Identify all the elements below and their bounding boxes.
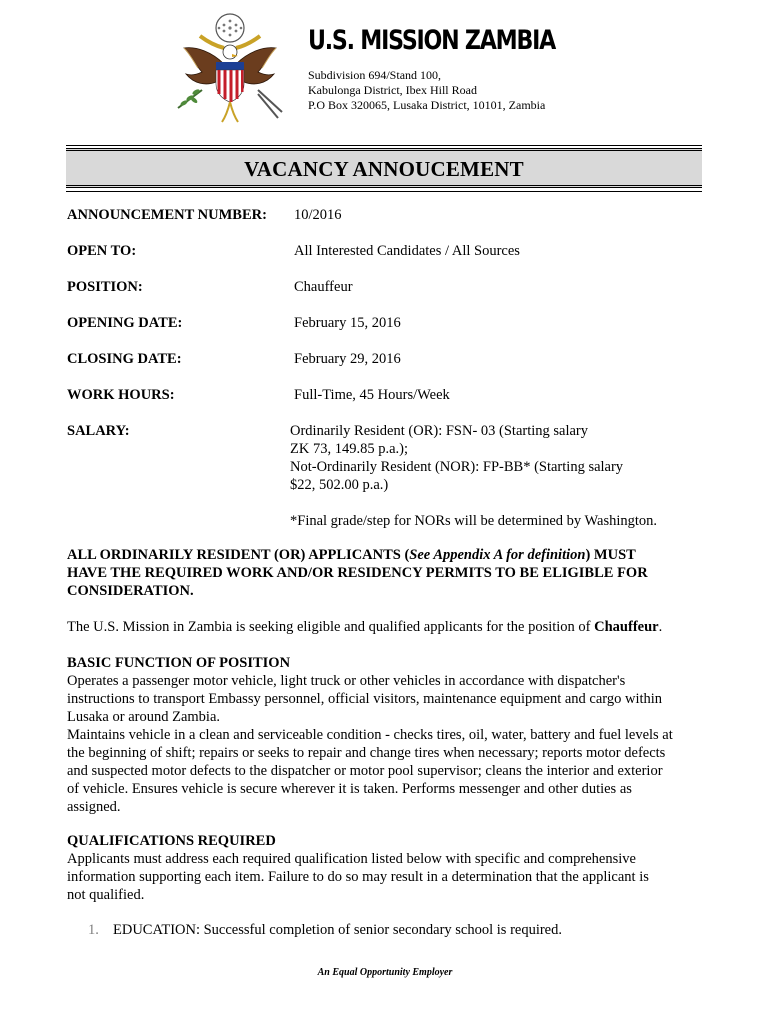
field-value-closing-date: February 29, 2016 (294, 351, 401, 367)
basic-function-line: assigned. (67, 799, 121, 815)
field-label-work-hours: WORK HOURS: (67, 387, 175, 403)
field-label-position: POSITION: (67, 279, 143, 295)
basic-function-section (67, 654, 707, 816)
field-label-closing-date: CLOSING DATE: (67, 351, 182, 367)
basic-function-heading: BASIC FUNCTION OF POSITION (67, 655, 291, 671)
field-value-work-hours: Full-Time, 45 Hours/Week (294, 387, 450, 403)
field-value-opening-date: February 15, 2016 (294, 315, 401, 331)
field-label-open-to: OPEN TO: (67, 243, 137, 259)
eligibility-line-1 (67, 546, 707, 564)
intro-position: Chauffeur (594, 619, 659, 635)
salary-line-3: Not-Ordinarily Resident (NOR): FP-BB* (Starting salary (290, 459, 624, 475)
eligibility-part-1: ALL ORDINARILY RESIDENT (OR) APPLICANTS ( (67, 547, 410, 563)
salary-note: *Final grade/step for NORs will be determined by Washington. (290, 513, 658, 529)
address-line-2: Kabulonga District, Ibex Hill Road (308, 83, 477, 97)
basic-function-line: Maintains vehicle in a clean and serviceable condition - checks tires, oil, water, battery and fuel levels at (67, 727, 673, 743)
eligibility-line-2: HAVE THE REQUIRED WORK AND/OR RESIDENCY PERMITS TO BE ELIGIBLE FOR (67, 565, 648, 581)
intro-end: . (658, 619, 663, 635)
salary-line-2: ZK 73, 149.85 p.a.); (290, 441, 408, 457)
qualifications-heading: QUALIFICATIONS REQUIRED (67, 833, 276, 849)
address-line-3: P.O Box 320065, Lusaka District, 10101, Zambia (308, 98, 546, 112)
eligibility-part-2: ) MUST (585, 547, 636, 563)
basic-function-line: and suspected motor defects to the dispatcher or motor pool supervisor; cleans the interior and exterior (67, 763, 663, 779)
basic-function-line: of vehicle. Ensures vehicle is secure wherever it is taken. Performs messenger and other duties as (67, 781, 632, 797)
mission-title: U.S. MISSION ZAMBIA (308, 25, 556, 56)
field-value-position: Chauffeur (294, 279, 353, 295)
eligibility-line-3: CONSIDERATION. (67, 583, 194, 599)
field-label-salary: SALARY: (67, 423, 130, 439)
salary-line-4: $22, 502.00 p.a.) (290, 477, 389, 493)
basic-function-line: Operates a passenger motor vehicle, light truck or other vehicles in accordance with dispatcher's (67, 673, 626, 689)
document-title: VACANCY ANNOUCEMENT (244, 157, 524, 181)
salary-line-1: Ordinarily Resident (OR): FSN- 03 (Starting salary (290, 423, 589, 439)
address-line-1: Subdivision 694/Stand 100, (308, 68, 442, 82)
us-great-seal-logo (172, 12, 288, 128)
field-label-opening-date: OPENING DATE: (67, 315, 183, 331)
qualifications-line: not qualified. (67, 887, 145, 903)
list-item-education: EDUCATION: Successful completion of senior secondary school is required. (113, 922, 562, 938)
qualifications-line: Applicants must address each required qualification listed below with specific and comprehensive (67, 851, 636, 867)
basic-function-line: the beginning of shift; repairs or seeks to repair and change tires when necessary; reports motor defects (67, 745, 666, 761)
banner-rule-top (66, 145, 702, 146)
title-banner (66, 148, 702, 188)
footer-equal-opportunity: An Equal Opportunity Employer (317, 967, 453, 978)
qualifications-section (67, 832, 707, 904)
field-value-open-to: All Interested Candidates / All Sources (294, 243, 520, 259)
list-item-number: 1. (88, 922, 99, 938)
qualifications-line: information supporting each item. Failure to do so may result in a determination that the applicant is (67, 869, 649, 885)
intro-text: The U.S. Mission in Zambia is seeking eligible and qualified applicants for the position of (67, 619, 595, 635)
field-value-announcement-number: 10/2016 (294, 207, 342, 223)
basic-function-line: instructions to transport Embassy personnel, official visitors, maintenance equipment and cargo within (67, 691, 663, 707)
appendix-reference: See Appendix A for definition (409, 547, 586, 563)
intro-paragraph (67, 618, 707, 636)
banner-rule-bottom (66, 191, 702, 192)
basic-function-line: Lusaka or around Zambia. (67, 709, 221, 725)
eligibility-statement (67, 546, 707, 600)
field-label-announcement-number: ANNOUNCEMENT NUMBER: (67, 207, 267, 223)
